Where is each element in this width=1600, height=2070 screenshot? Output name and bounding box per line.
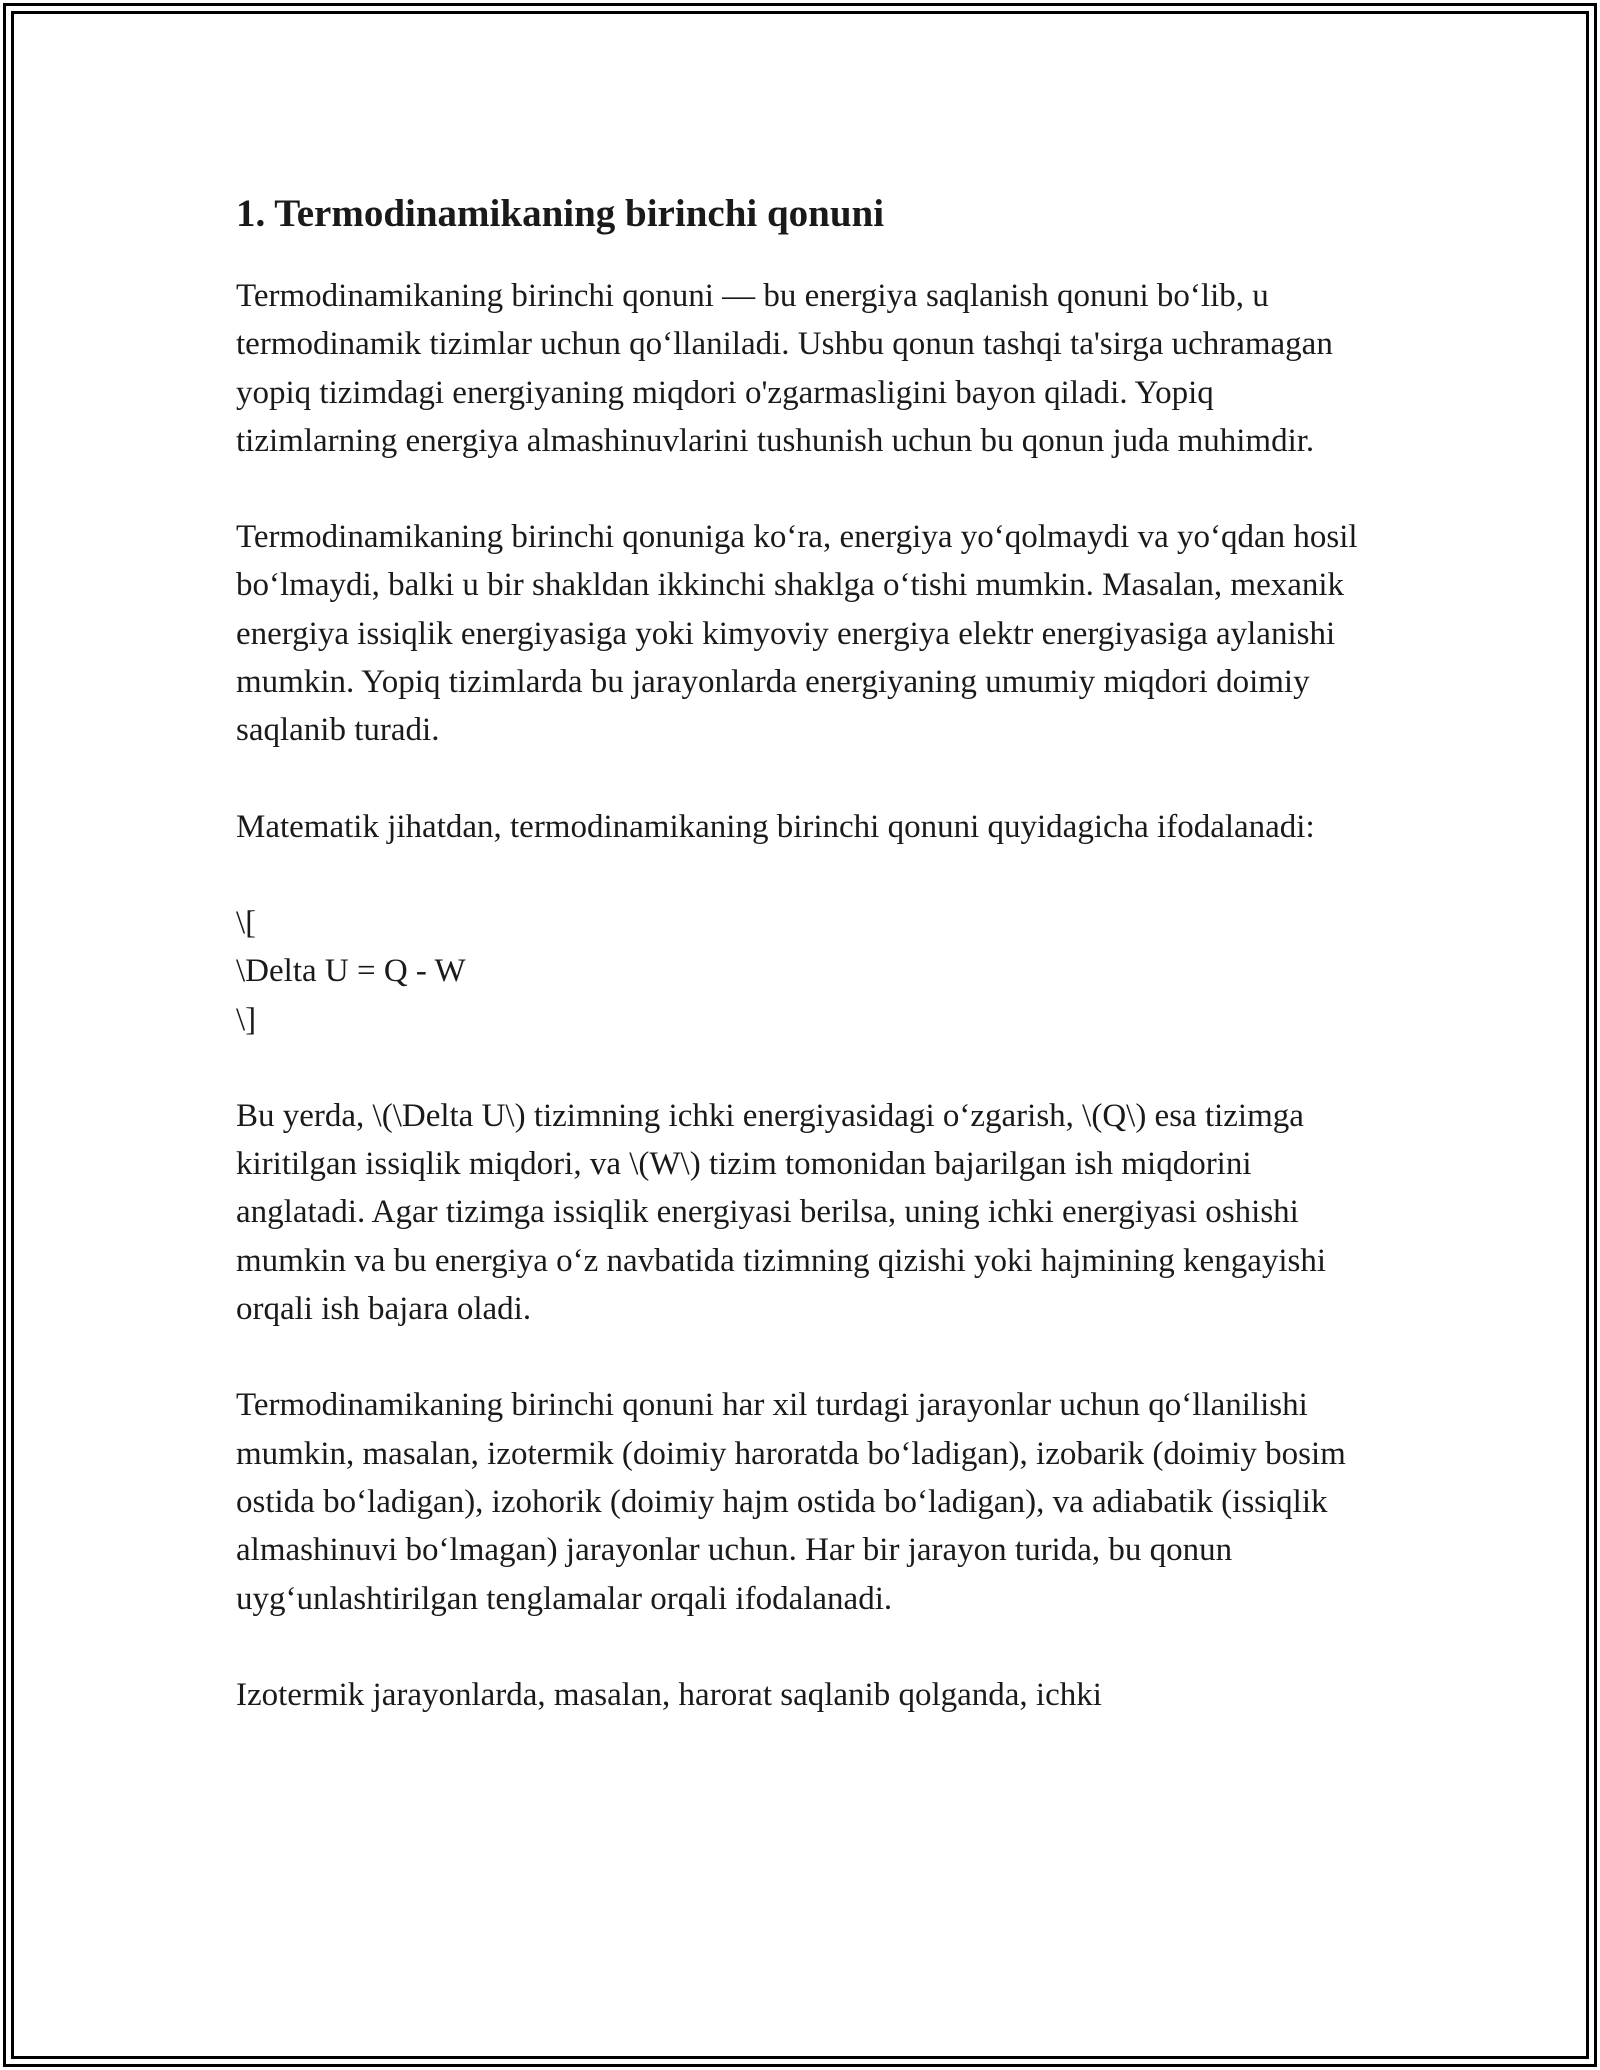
formula-body: \Delta U = Q - W — [236, 953, 466, 990]
paragraph-energy-conservation: Termodinamikaning birinchi qonuniga ko‘ra, energiya yo‘qolmaydi va yo‘qdan hosil bo‘lmaydi, balki u bir shakldan ikkinchi shaklga o‘tishi mumkin. Masalan, mexanik energiya issiqlik energiyasiga yoki kimyoviy energiya elektr energiyasiga aylanishi mumkin. Yopiq tizimlarda bu jarayonlarda energiyaning umumiy miqdori doimiy saqlanib turadi. — [236, 519, 1358, 749]
document-body — [236, 186, 1376, 1767]
paragraph-variables: Bu yerda, \(\Delta U\) tizimning ichki energiyasidagi o‘zgarish, \(Q\) esa tizimga kiritilgan issiqlik miqdori, va \(W\) tizim tomonidan bajarilgan ish miqdorini anglatadi. Agar tizimga issiqlik energiyasi berilsa, uning ichki energiyasi oshishi mumkin va bu energiya o‘z navbatida tizimning qizishi yoki hajmining kengayishi orqali ish bajara oladi. — [236, 1097, 1327, 1328]
formula-block — [236, 899, 1376, 1044]
paragraph-isothermal: Izotermik jarayonlarda, masalan, harorat saqlanib qolganda, ichki — [236, 1676, 1102, 1713]
section-heading: 1. Termodinamikaning birinchi qonuni — [236, 192, 885, 235]
paragraph-processes: Termodinamikaning birinchi qonuni har xil turdagi jarayonlar uchun qo‘llanilishi mumkin, masalan, izotermik (doimiy haroratda bo‘ladigan), izobarik (doimiy bosim ostida bo‘ladigan), izohorik (doimiy hajm ostida bo‘ladigan), va adiabatik (issiqlik almashinuvi bo‘lmagan) jarayonlar uchun. Har bir jarayon turida, bu qonun uyg‘unlashtirilgan tenglamalar orqali ifodalanadi. — [236, 1387, 1346, 1617]
paragraph-intro: Termodinamikaning birinchi qonuni — bu energiya saqlanish qonuni bo‘lib, u termodinamik tizimlar uchun qo‘llaniladi. Ushbu qonun tashqi ta'sirga uchramagan yopiq tizimdagi energiyaning miqdori o'zgarmasligini bayon qiladi. Yopiq tizimlarning energiya almashinuvlarini tushunish uchun bu qonun juda muhimdir. — [236, 278, 1333, 459]
formula-close: \] — [236, 1001, 257, 1038]
paragraph-math-intro: Matematik jihatdan, termodinamikaning birinchi qonuni quyidagicha ifodalanadi: — [236, 808, 1315, 845]
formula-open: \[ — [236, 904, 257, 941]
